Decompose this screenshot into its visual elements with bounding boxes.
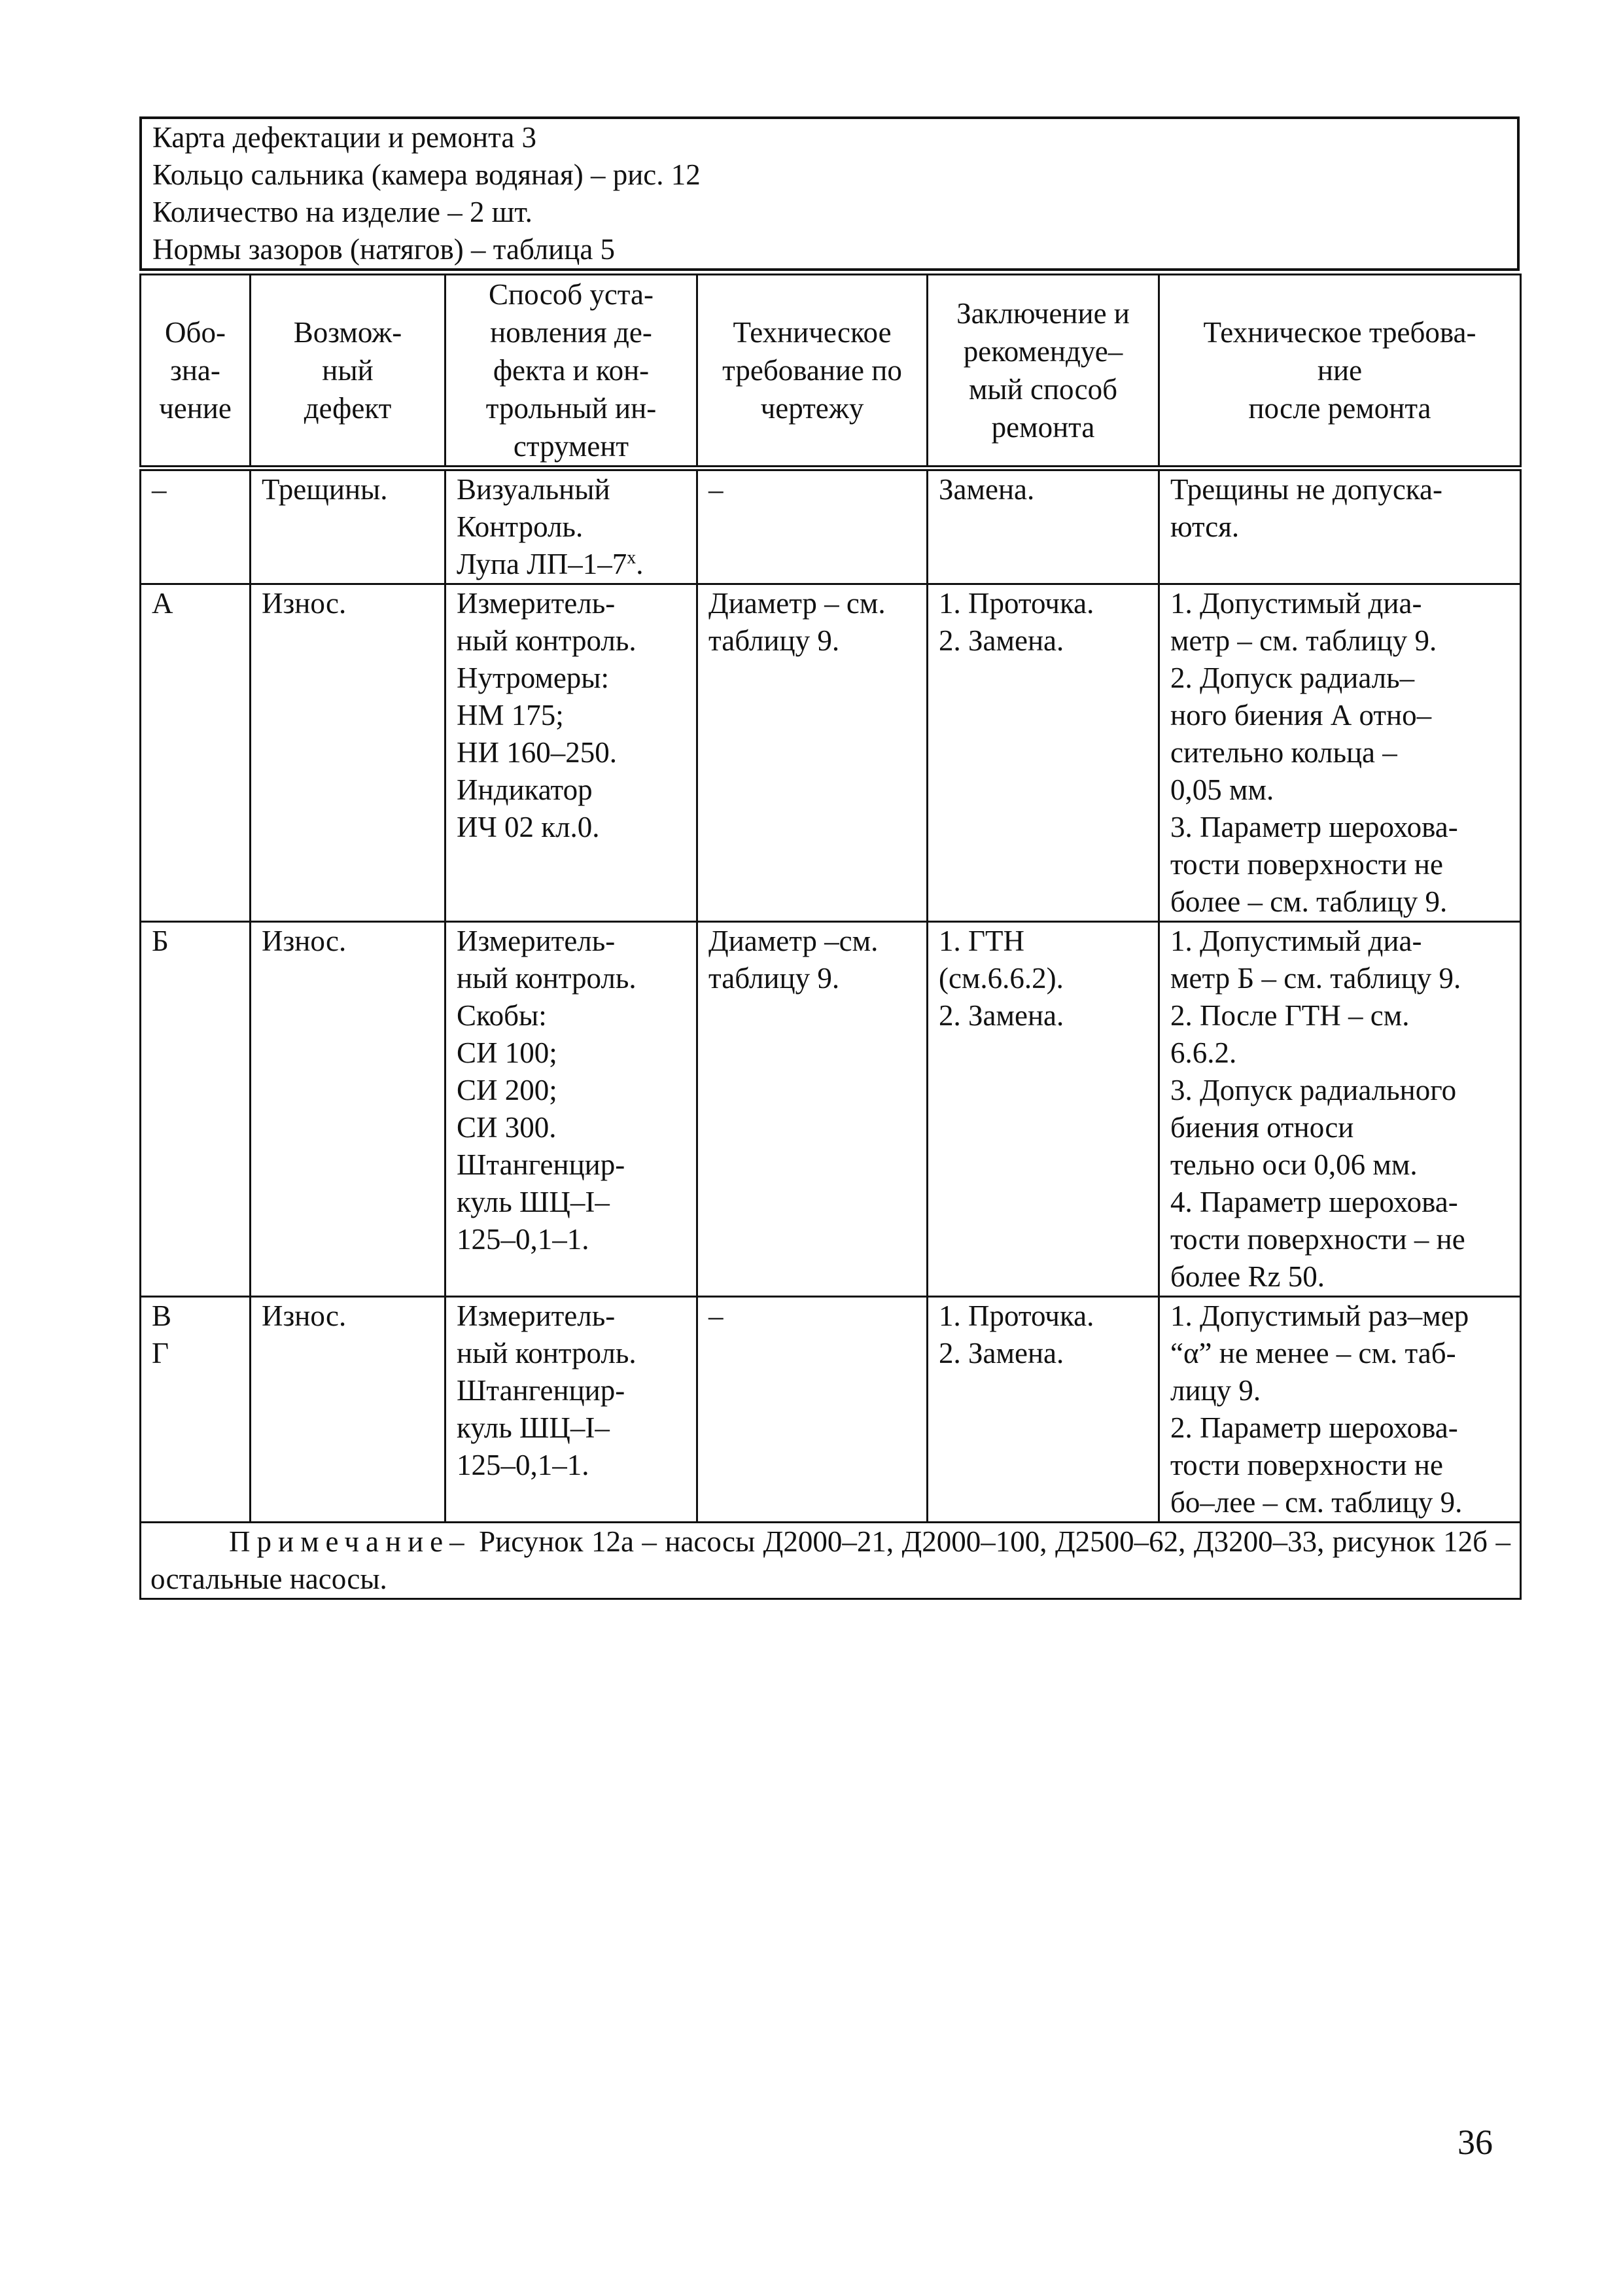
drawing-req-cell: Диаметр –см. таблицу 9. [697, 922, 928, 1297]
method-cell: Измеритель- ный контроль. Штангенцир- куль ШЦ–I– 125–0,1–1. [445, 1297, 697, 1523]
defect-cell: Износ. [251, 584, 445, 922]
drawing-req-cell: Диаметр – см. таблицу 9. [697, 584, 928, 922]
designation-cell: В Г [141, 1297, 251, 1523]
note-text: Рисунок 12а – насосы Д2000–21, Д2000–100, Д2500–62, Д3200–33, рисунок 12б – остальные насосы. [150, 1525, 1510, 1595]
col-header-method: Способ уста- новления де- фекта и кон- трольный ин- струмент [445, 275, 697, 468]
designation-cell: А [141, 584, 251, 922]
after-repair-cell: Трещины не допуска- ются. [1159, 468, 1521, 584]
col-header-defect: Возмож- ный дефект [251, 275, 445, 468]
drawing-req-cell: – [697, 468, 928, 584]
method-cell: Визуальный Контроль. Лупа $ЛП-1-7^х$. [445, 468, 697, 584]
page-number: 36 [1457, 2123, 1493, 2162]
col-header-designation: Обо- зна- чение [141, 275, 251, 468]
table-row [141, 922, 1521, 1297]
note-cell [141, 1523, 1521, 1599]
after-repair-cell: 1. Допустимый диа- метр – см. таблицу 9. 2. Допуск радиаль– ного биения А отно– сительно кольца – 0,05 мм. 3. Параметр шерохова- тости поверхности не более – см. таблицу 9. [1159, 584, 1521, 922]
defect-cell: Износ. [251, 922, 445, 1297]
table-row [141, 468, 1521, 584]
defect-repair-card [139, 116, 1520, 1600]
quantity-line: Количество на изделие – 2 шт. [152, 196, 532, 228]
table-row [141, 584, 1521, 922]
drawing-req-cell: – [697, 1297, 928, 1523]
col-header-after-repair: Техническое требова- ние после ремонта [1159, 275, 1521, 468]
conclusion-cell: Замена. [928, 468, 1159, 584]
table-header-row [141, 275, 1521, 468]
designation-cell: – [141, 468, 251, 584]
col-header-drawing-req: Техническое требование по чертежу [697, 275, 928, 468]
defect-cell: Износ. [251, 1297, 445, 1523]
conclusion-cell: 1. ГТН (см.6.6.2). 2. Замена. [928, 922, 1159, 1297]
defect-cell: Трещины. [251, 468, 445, 584]
after-repair-cell: 1. Допустимый раз–мер “α” не менее – см. таб- лицу 9. 2. Параметр шерохова- тости поверхности не бо–лее – см. таблицу 9. [1159, 1297, 1521, 1523]
col-header-conclusion: Заключение и рекомендуе– мый способ ремонта [928, 275, 1159, 468]
method-cell: Измеритель- ный контроль. Скобы: СИ 100; СИ 200; СИ 300. Штангенцир- куль ШЦ–I– 125–0,1–1. [445, 922, 697, 1297]
defect-table [139, 274, 1522, 1600]
designation-cell: Б [141, 922, 251, 1297]
part-name: Кольцо сальника (камера водяная) – рис. 12 [152, 158, 701, 191]
after-repair-cell: 1. Допустимый диа- метр Б – см. таблицу 9. 2. После ГТН – см. 6.6.2. 3. Допуск радиального биения относи тельно оси 0,06 мм. 4. Параметр шерохова- тости поверхности – не более Rz 50. [1159, 922, 1521, 1297]
card-title: Карта дефектации и ремонта 3 [152, 121, 537, 154]
conclusion-cell: 1. Проточка. 2. Замена. [928, 1297, 1159, 1523]
note-label: Примечание– [229, 1525, 471, 1558]
clearance-norms-line: Нормы зазоров (натягов) – таблица 5 [152, 233, 616, 266]
note-row [141, 1523, 1521, 1599]
table-row [141, 1297, 1521, 1523]
method-cell: Измеритель- ный контроль. Нутромеры: НМ 175; НИ 160–250. Индикатор ИЧ 02 кл.0. [445, 584, 697, 922]
card-header [139, 116, 1520, 271]
conclusion-cell: 1. Проточка. 2. Замена. [928, 584, 1159, 922]
